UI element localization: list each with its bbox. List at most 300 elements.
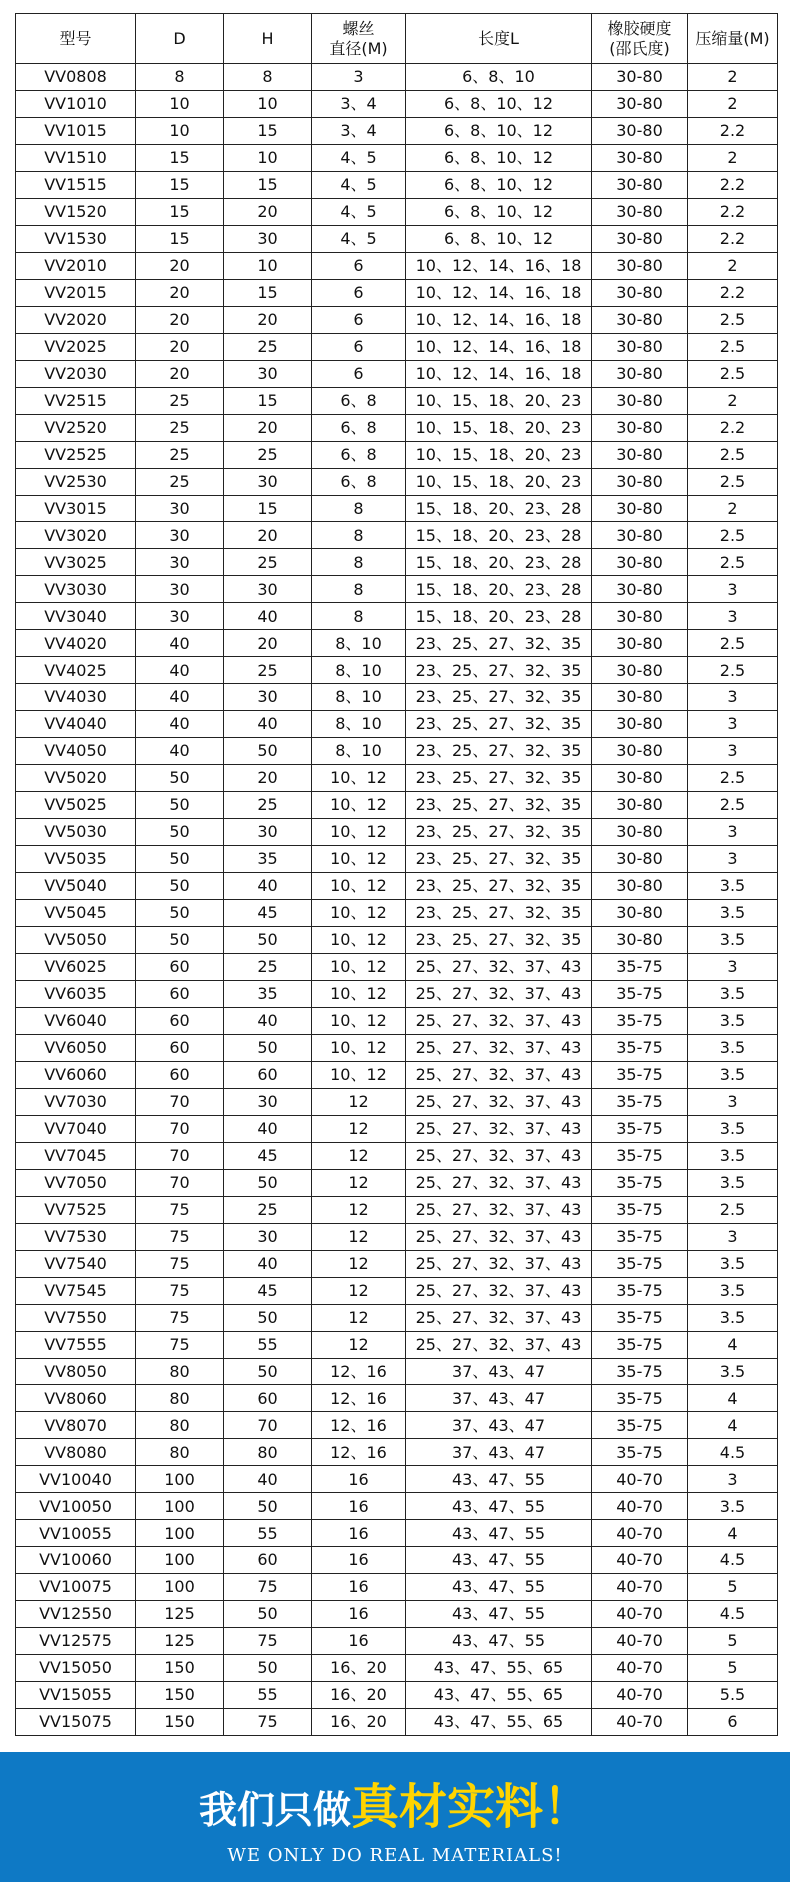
cell-length: 37、43、47 <box>406 1412 592 1439</box>
cell-h: 40 <box>224 1250 312 1277</box>
cell-screw: 10、12 <box>312 873 406 900</box>
cell-d: 125 <box>136 1628 224 1655</box>
cell-hardness: 35-75 <box>592 1169 688 1196</box>
slogan-banner <box>0 1752 790 1882</box>
table-row <box>16 549 778 576</box>
cell-compression: 3 <box>688 738 778 765</box>
cell-d: 60 <box>136 953 224 980</box>
cell-length: 23、25、27、32、35 <box>406 846 592 873</box>
cell-model: VV1015 <box>16 117 136 144</box>
cell-h: 45 <box>224 1142 312 1169</box>
table-row <box>16 1304 778 1331</box>
cell-length: 43、47、55 <box>406 1520 592 1547</box>
cell-model: VV10055 <box>16 1520 136 1547</box>
cell-compression: 2.2 <box>688 117 778 144</box>
cell-compression: 2.2 <box>688 225 778 252</box>
cell-screw: 8 <box>312 603 406 630</box>
cell-hardness: 35-75 <box>592 1142 688 1169</box>
cell-length: 43、47、55 <box>406 1628 592 1655</box>
cell-d: 70 <box>136 1142 224 1169</box>
cell-hardness: 40-70 <box>592 1547 688 1574</box>
table-row <box>16 576 778 603</box>
cell-length: 37、43、47 <box>406 1385 592 1412</box>
table-row <box>16 1385 778 1412</box>
cell-d: 30 <box>136 522 224 549</box>
cell-model: VV3015 <box>16 495 136 522</box>
cell-d: 20 <box>136 360 224 387</box>
cell-hardness: 30-80 <box>592 441 688 468</box>
cell-length: 25、27、32、37、43 <box>406 1088 592 1115</box>
cell-model: VV8080 <box>16 1439 136 1466</box>
cell-compression: 3.5 <box>688 900 778 927</box>
cell-h: 15 <box>224 117 312 144</box>
cell-d: 75 <box>136 1277 224 1304</box>
cell-model: VV7550 <box>16 1304 136 1331</box>
cell-h: 20 <box>224 306 312 333</box>
cell-d: 15 <box>136 198 224 225</box>
cell-compression: 2.5 <box>688 333 778 360</box>
cell-hardness: 35-75 <box>592 1385 688 1412</box>
cell-screw: 10、12 <box>312 1034 406 1061</box>
table-row <box>16 1412 778 1439</box>
cell-compression: 4.5 <box>688 1601 778 1628</box>
cell-length: 15、18、20、23、28 <box>406 495 592 522</box>
spec-table <box>15 13 778 1736</box>
cell-model: VV7530 <box>16 1223 136 1250</box>
cell-length: 43、47、55 <box>406 1601 592 1628</box>
cell-model: VV1510 <box>16 144 136 171</box>
table-row <box>16 1277 778 1304</box>
cell-compression: 3.5 <box>688 1169 778 1196</box>
cell-d: 15 <box>136 144 224 171</box>
table-row <box>16 252 778 279</box>
cell-h: 25 <box>224 549 312 576</box>
cell-screw: 12 <box>312 1088 406 1115</box>
cell-d: 75 <box>136 1304 224 1331</box>
cell-h: 20 <box>224 630 312 657</box>
cell-d: 80 <box>136 1412 224 1439</box>
cell-h: 40 <box>224 1466 312 1493</box>
cell-h: 25 <box>224 1196 312 1223</box>
cell-model: VV5040 <box>16 873 136 900</box>
cell-screw: 10、12 <box>312 819 406 846</box>
cell-hardness: 30-80 <box>592 306 688 333</box>
cell-h: 10 <box>224 252 312 279</box>
cell-d: 40 <box>136 630 224 657</box>
table-row <box>16 1358 778 1385</box>
cell-model: VV15055 <box>16 1682 136 1709</box>
cell-h: 25 <box>224 441 312 468</box>
table-row <box>16 1709 778 1736</box>
cell-compression: 3 <box>688 684 778 711</box>
cell-h: 30 <box>224 1223 312 1250</box>
cell-model: VV10075 <box>16 1574 136 1601</box>
table-row <box>16 198 778 225</box>
cell-compression: 2.2 <box>688 198 778 225</box>
cell-model: VV2030 <box>16 360 136 387</box>
cell-compression: 3.5 <box>688 1034 778 1061</box>
cell-hardness: 30-80 <box>592 333 688 360</box>
cell-hardness: 35-75 <box>592 1007 688 1034</box>
cell-compression: 2.5 <box>688 657 778 684</box>
cell-h: 10 <box>224 90 312 117</box>
cell-length: 25、27、32、37、43 <box>406 1115 592 1142</box>
cell-h: 60 <box>224 1547 312 1574</box>
cell-hardness: 30-80 <box>592 64 688 91</box>
cell-screw: 12 <box>312 1142 406 1169</box>
table-row <box>16 1196 778 1223</box>
cell-model: VV0808 <box>16 64 136 91</box>
cell-length: 10、15、18、20、23 <box>406 414 592 441</box>
cell-d: 70 <box>136 1169 224 1196</box>
cell-hardness: 35-75 <box>592 980 688 1007</box>
slogan-accent-text: 真材实料！ <box>351 1779 592 1835</box>
cell-d: 25 <box>136 387 224 414</box>
cell-length: 6、8、10、12 <box>406 198 592 225</box>
cell-screw: 8、10 <box>312 738 406 765</box>
cell-h: 50 <box>224 1358 312 1385</box>
cell-h: 25 <box>224 953 312 980</box>
cell-compression: 3 <box>688 819 778 846</box>
table-row <box>16 522 778 549</box>
cell-h: 10 <box>224 144 312 171</box>
cell-hardness: 30-80 <box>592 900 688 927</box>
header-h: H <box>224 14 312 64</box>
cell-h: 80 <box>224 1439 312 1466</box>
cell-length: 15、18、20、23、28 <box>406 549 592 576</box>
cell-model: VV1520 <box>16 198 136 225</box>
cell-compression: 3.5 <box>688 1493 778 1520</box>
cell-screw: 16 <box>312 1574 406 1601</box>
cell-length: 6、8、10、12 <box>406 117 592 144</box>
cell-model: VV5020 <box>16 765 136 792</box>
cell-hardness: 30-80 <box>592 198 688 225</box>
table-row <box>16 171 778 198</box>
table-row <box>16 1142 778 1169</box>
cell-hardness: 30-80 <box>592 765 688 792</box>
cell-length: 15、18、20、23、28 <box>406 603 592 630</box>
cell-h: 30 <box>224 576 312 603</box>
cell-length: 6、8、10 <box>406 64 592 91</box>
cell-model: VV7045 <box>16 1142 136 1169</box>
cell-h: 20 <box>224 765 312 792</box>
table-row <box>16 333 778 360</box>
cell-hardness: 35-75 <box>592 1061 688 1088</box>
cell-length: 15、18、20、23、28 <box>406 522 592 549</box>
cell-length: 23、25、27、32、35 <box>406 792 592 819</box>
table-row <box>16 1331 778 1358</box>
cell-compression: 3.5 <box>688 927 778 954</box>
cell-compression: 2 <box>688 495 778 522</box>
table-row <box>16 684 778 711</box>
cell-compression: 2.5 <box>688 1196 778 1223</box>
cell-d: 50 <box>136 765 224 792</box>
table-row <box>16 414 778 441</box>
cell-d: 100 <box>136 1547 224 1574</box>
cell-screw: 6、8 <box>312 414 406 441</box>
cell-h: 55 <box>224 1682 312 1709</box>
cell-length: 25、27、32、37、43 <box>406 1007 592 1034</box>
cell-length: 25、27、32、37、43 <box>406 1277 592 1304</box>
table-row <box>16 1034 778 1061</box>
cell-model: VV4030 <box>16 684 136 711</box>
cell-model: VV4050 <box>16 738 136 765</box>
table-row <box>16 144 778 171</box>
cell-screw: 8 <box>312 576 406 603</box>
cell-d: 20 <box>136 252 224 279</box>
cell-model: VV7525 <box>16 1196 136 1223</box>
header-screw-diameter: 螺丝 直径(M) <box>312 14 406 64</box>
cell-screw: 3、4 <box>312 90 406 117</box>
header-model: 型号 <box>16 14 136 64</box>
cell-model: VV4040 <box>16 711 136 738</box>
cell-hardness: 30-80 <box>592 549 688 576</box>
cell-hardness: 35-75 <box>592 1331 688 1358</box>
cell-model: VV3030 <box>16 576 136 603</box>
cell-screw: 6 <box>312 333 406 360</box>
cell-h: 40 <box>224 603 312 630</box>
cell-length: 6、8、10、12 <box>406 144 592 171</box>
cell-length: 25、27、32、37、43 <box>406 1061 592 1088</box>
cell-d: 30 <box>136 495 224 522</box>
cell-model: VV3025 <box>16 549 136 576</box>
cell-hardness: 40-70 <box>592 1709 688 1736</box>
table-row <box>16 1682 778 1709</box>
cell-screw: 8 <box>312 522 406 549</box>
cell-d: 30 <box>136 576 224 603</box>
cell-d: 60 <box>136 1007 224 1034</box>
cell-compression: 3 <box>688 576 778 603</box>
table-row <box>16 90 778 117</box>
cell-length: 10、15、18、20、23 <box>406 468 592 495</box>
cell-h: 50 <box>224 1493 312 1520</box>
cell-screw: 4、5 <box>312 198 406 225</box>
cell-length: 25、27、32、37、43 <box>406 1196 592 1223</box>
cell-hardness: 30-80 <box>592 495 688 522</box>
cell-model: VV8060 <box>16 1385 136 1412</box>
table-row <box>16 657 778 684</box>
cell-h: 30 <box>224 360 312 387</box>
cell-screw: 12、16 <box>312 1412 406 1439</box>
cell-compression: 5 <box>688 1655 778 1682</box>
cell-compression: 4 <box>688 1331 778 1358</box>
cell-model: VV1530 <box>16 225 136 252</box>
header-rubber-hardness: 橡胶硬度 (邵氏度) <box>592 14 688 64</box>
cell-d: 75 <box>136 1331 224 1358</box>
cell-h: 55 <box>224 1331 312 1358</box>
table-row <box>16 900 778 927</box>
cell-h: 20 <box>224 198 312 225</box>
cell-h: 25 <box>224 792 312 819</box>
table-row <box>16 1601 778 1628</box>
table-row <box>16 738 778 765</box>
cell-hardness: 35-75 <box>592 1304 688 1331</box>
cell-h: 75 <box>224 1574 312 1601</box>
cell-d: 60 <box>136 1061 224 1088</box>
table-row <box>16 873 778 900</box>
table-header-row <box>16 14 778 64</box>
cell-h: 30 <box>224 684 312 711</box>
cell-d: 50 <box>136 792 224 819</box>
cell-model: VV4020 <box>16 630 136 657</box>
cell-model: VV6050 <box>16 1034 136 1061</box>
table-row <box>16 603 778 630</box>
table-row <box>16 1466 778 1493</box>
cell-hardness: 40-70 <box>592 1628 688 1655</box>
cell-model: VV12575 <box>16 1628 136 1655</box>
cell-model: VV1010 <box>16 90 136 117</box>
cell-compression: 2 <box>688 144 778 171</box>
table-body <box>16 64 778 1736</box>
cell-compression: 3 <box>688 1088 778 1115</box>
cell-model: VV5045 <box>16 900 136 927</box>
cell-screw: 12 <box>312 1250 406 1277</box>
cell-screw: 16 <box>312 1493 406 1520</box>
cell-length: 43、47、55 <box>406 1574 592 1601</box>
cell-h: 40 <box>224 1115 312 1142</box>
cell-model: VV2520 <box>16 414 136 441</box>
cell-screw: 12 <box>312 1304 406 1331</box>
cell-hardness: 40-70 <box>592 1574 688 1601</box>
cell-h: 50 <box>224 1655 312 1682</box>
cell-h: 45 <box>224 1277 312 1304</box>
cell-hardness: 30-80 <box>592 792 688 819</box>
cell-hardness: 30-80 <box>592 360 688 387</box>
cell-d: 30 <box>136 549 224 576</box>
cell-length: 25、27、32、37、43 <box>406 1223 592 1250</box>
cell-d: 100 <box>136 1520 224 1547</box>
cell-screw: 8、10 <box>312 684 406 711</box>
cell-screw: 10、12 <box>312 765 406 792</box>
cell-hardness: 30-80 <box>592 225 688 252</box>
cell-model: VV7030 <box>16 1088 136 1115</box>
cell-length: 43、47、55 <box>406 1547 592 1574</box>
table-row <box>16 846 778 873</box>
table-row <box>16 1547 778 1574</box>
cell-d: 50 <box>136 846 224 873</box>
cell-h: 30 <box>224 819 312 846</box>
cell-hardness: 40-70 <box>592 1682 688 1709</box>
cell-model: VV7040 <box>16 1115 136 1142</box>
cell-hardness: 35-75 <box>592 1034 688 1061</box>
slogan-english-text: WE ONLY DO REAL MATERIALS! <box>227 1845 563 1866</box>
cell-screw: 10、12 <box>312 1061 406 1088</box>
cell-screw: 10、12 <box>312 900 406 927</box>
cell-compression: 3 <box>688 1223 778 1250</box>
cell-length: 37、43、47 <box>406 1358 592 1385</box>
cell-hardness: 35-75 <box>592 1196 688 1223</box>
cell-compression: 4 <box>688 1385 778 1412</box>
cell-d: 15 <box>136 171 224 198</box>
cell-d: 10 <box>136 117 224 144</box>
cell-hardness: 30-80 <box>592 819 688 846</box>
cell-d: 10 <box>136 90 224 117</box>
cell-compression: 3 <box>688 711 778 738</box>
cell-hardness: 35-75 <box>592 1439 688 1466</box>
cell-model: VV15050 <box>16 1655 136 1682</box>
cell-compression: 2.5 <box>688 468 778 495</box>
cell-d: 70 <box>136 1115 224 1142</box>
cell-compression: 2 <box>688 90 778 117</box>
cell-compression: 3.5 <box>688 1358 778 1385</box>
cell-screw: 16 <box>312 1547 406 1574</box>
cell-screw: 16、20 <box>312 1682 406 1709</box>
cell-screw: 10、12 <box>312 792 406 819</box>
cell-d: 50 <box>136 927 224 954</box>
header-d: D <box>136 14 224 64</box>
table-row <box>16 819 778 846</box>
cell-h: 25 <box>224 333 312 360</box>
cell-compression: 3.5 <box>688 980 778 1007</box>
cell-compression: 2.5 <box>688 522 778 549</box>
table-row <box>16 441 778 468</box>
table-row <box>16 765 778 792</box>
cell-h: 15 <box>224 495 312 522</box>
table-row <box>16 1088 778 1115</box>
cell-model: VV6035 <box>16 980 136 1007</box>
cell-compression: 3.5 <box>688 873 778 900</box>
cell-screw: 12 <box>312 1223 406 1250</box>
cell-compression: 5 <box>688 1574 778 1601</box>
cell-compression: 2.5 <box>688 306 778 333</box>
cell-d: 25 <box>136 468 224 495</box>
cell-screw: 6 <box>312 306 406 333</box>
cell-model: VV10040 <box>16 1466 136 1493</box>
cell-compression: 2.5 <box>688 441 778 468</box>
cell-screw: 12 <box>312 1196 406 1223</box>
cell-screw: 6 <box>312 252 406 279</box>
cell-length: 6、8、10、12 <box>406 90 592 117</box>
cell-d: 80 <box>136 1358 224 1385</box>
cell-hardness: 30-80 <box>592 711 688 738</box>
cell-d: 100 <box>136 1466 224 1493</box>
cell-model: VV6060 <box>16 1061 136 1088</box>
table-row <box>16 711 778 738</box>
cell-screw: 16、20 <box>312 1709 406 1736</box>
cell-d: 40 <box>136 684 224 711</box>
cell-screw: 16、20 <box>312 1655 406 1682</box>
cell-length: 23、25、27、32、35 <box>406 684 592 711</box>
cell-compression: 3.5 <box>688 1277 778 1304</box>
cell-length: 23、25、27、32、35 <box>406 630 592 657</box>
cell-d: 20 <box>136 279 224 306</box>
cell-hardness: 40-70 <box>592 1466 688 1493</box>
table-row <box>16 279 778 306</box>
cell-length: 25、27、32、37、43 <box>406 980 592 1007</box>
cell-d: 150 <box>136 1709 224 1736</box>
cell-d: 50 <box>136 873 224 900</box>
cell-hardness: 30-80 <box>592 468 688 495</box>
cell-hardness: 30-80 <box>592 873 688 900</box>
cell-d: 80 <box>136 1385 224 1412</box>
header-compression: 压缩量(M) <box>688 14 778 64</box>
cell-compression: 5 <box>688 1628 778 1655</box>
cell-screw: 10、12 <box>312 927 406 954</box>
cell-hardness: 30-80 <box>592 387 688 414</box>
cell-hardness: 30-80 <box>592 522 688 549</box>
cell-model: VV2515 <box>16 387 136 414</box>
cell-hardness: 35-75 <box>592 1358 688 1385</box>
cell-h: 25 <box>224 657 312 684</box>
cell-compression: 3.5 <box>688 1304 778 1331</box>
table-row <box>16 1061 778 1088</box>
cell-compression: 5.5 <box>688 1682 778 1709</box>
cell-length: 43、47、55、65 <box>406 1709 592 1736</box>
cell-screw: 8 <box>312 549 406 576</box>
cell-model: VV7540 <box>16 1250 136 1277</box>
cell-h: 50 <box>224 1034 312 1061</box>
table-row <box>16 953 778 980</box>
